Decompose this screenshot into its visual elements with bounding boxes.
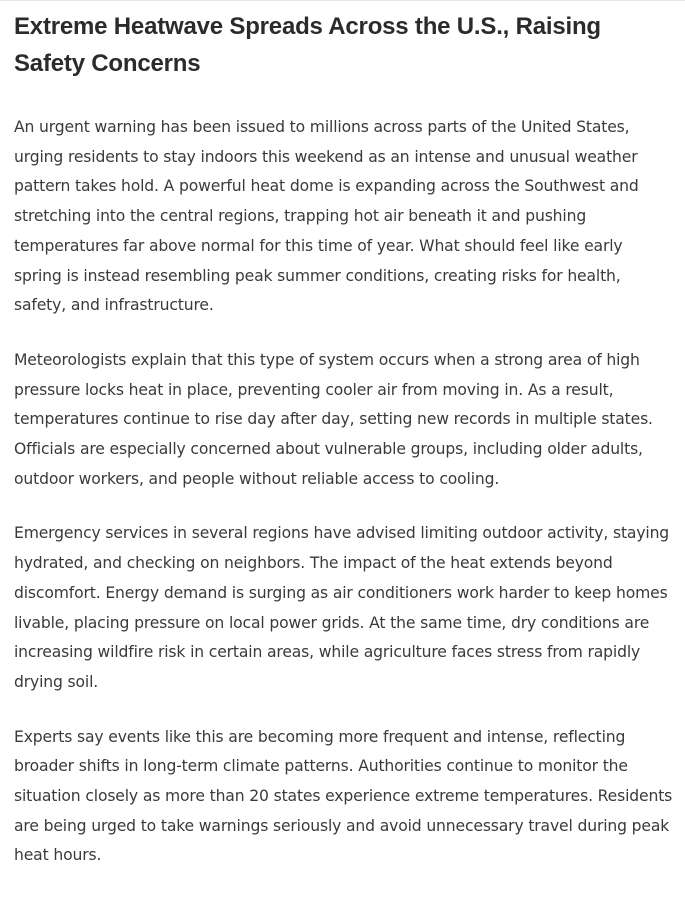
news-article: [14, 8, 674, 871]
article-headline: Extreme Heatwave Spreads Across the U.S., Raising Safety Concerns: [14, 13, 601, 77]
article-paragraph: An urgent warning has been issued to millions across parts of the United States, urging residents to stay indoors this weekend as an intense and unusual weather pattern takes hold. A powerful heat dome is expanding across the Southwest and stretching into the central regions, trapping hot air beneath it and pushing temperatures far above normal for this time of year. What should feel like early spring is instead resembling peak summer conditions, creating risks for health, safety, and infrastructure.: [14, 118, 639, 315]
article-paragraph: Emergency services in several regions have advised limiting outdoor activity, staying hydrated, and checking on neighbors. The impact of the heat extends beyond discomfort. Energy demand is surging as air conditioners work harder to keep homes livable, placing pressure on local power grids. At the same time, dry conditions are increasing wildfire risk in certain areas, while agriculture faces stress from rapidly drying soil.: [14, 524, 670, 691]
top-divider: [0, 0, 685, 1]
article-body: [14, 113, 674, 871]
article-paragraph: Meteorologists explain that this type of system occurs when a strong area of high pressure locks heat in place, preventing cooler air from moving in. As a result, temperatures continue to rise day after day, setting new records in multiple states. Officials are especially concerned about vulnerable groups, including older adults, outdoor workers, and people without reliable access to cooling.: [14, 350, 653, 488]
article-paragraph: Experts say events like this are becoming more frequent and intense, reflecting broader shifts in long-term climate patterns. Authorities continue to monitor the situation closely as more than 20 states experience extreme temperatures. Residents are being urged to take warnings seriously and avoid unnecessary travel during peak heat hours.: [14, 727, 673, 865]
